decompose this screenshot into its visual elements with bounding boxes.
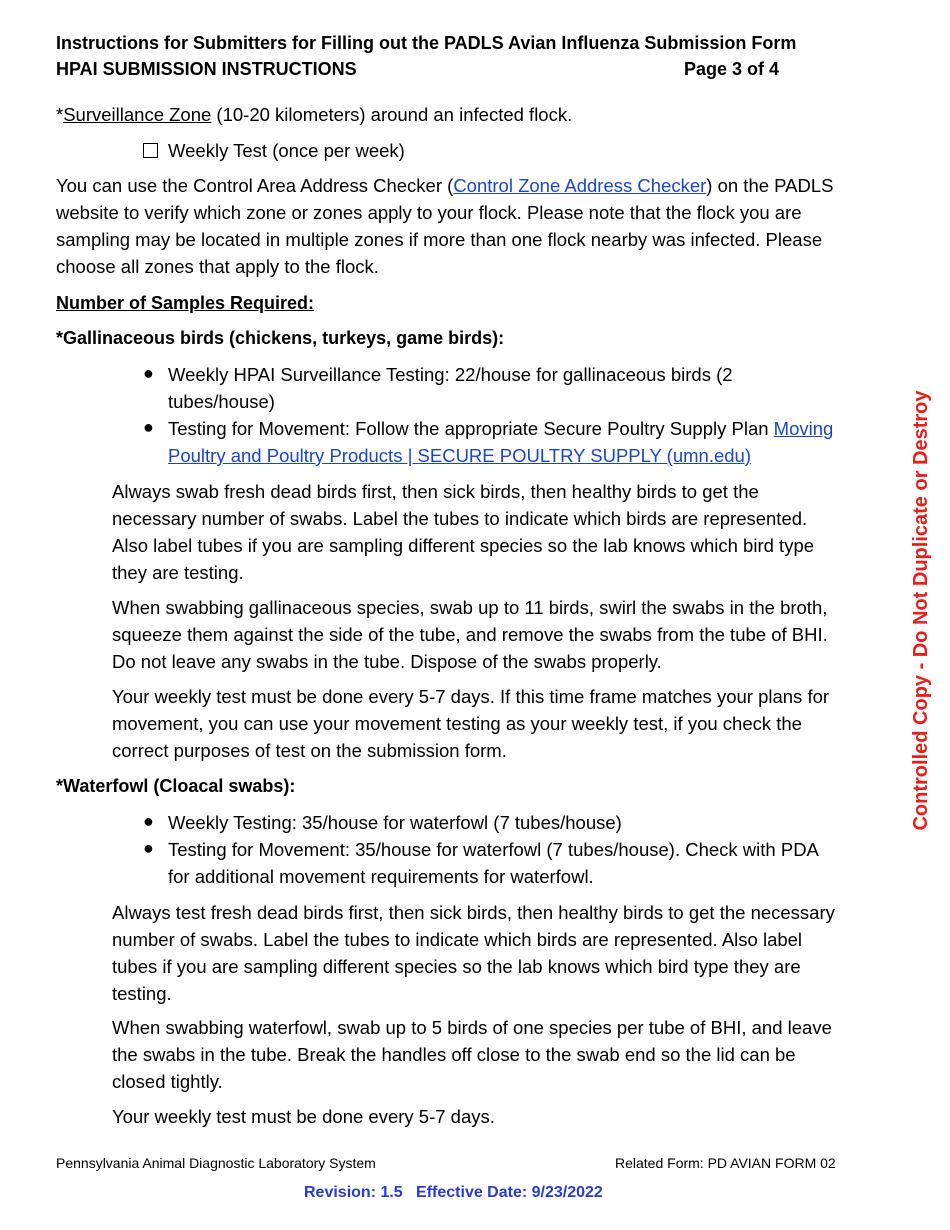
gallinaceous-para-3-line-2: movement, you can use your movement testing as your weekly test, if you check the bbox=[112, 713, 802, 734]
waterfowl-bullet-2-line-1: Testing for Movement: 35/house for waterfowl (7 tubes/house). Check with PDA bbox=[168, 839, 819, 860]
weekly-test-option bbox=[143, 138, 405, 165]
checker-line-4: choose all zones that apply to the flock. bbox=[56, 256, 379, 277]
movement-text: Testing for Movement: Follow the appropriate Secure Poultry Supply Plan bbox=[168, 418, 774, 439]
bullet-icon: ● bbox=[143, 417, 154, 437]
bullet-icon: ● bbox=[143, 363, 154, 383]
asterisk: * bbox=[56, 104, 64, 125]
weekly-test-label: Weekly Test (once per week) bbox=[168, 140, 405, 161]
bullet-icon: ● bbox=[143, 811, 154, 831]
bullet-icon: ● bbox=[143, 838, 154, 858]
waterfowl-para-2-line-3: closed tightly. bbox=[112, 1071, 223, 1092]
gallinaceous-para-3-line-3: correct purposes of test on the submission form. bbox=[112, 740, 507, 761]
checkbox-icon bbox=[143, 143, 158, 158]
gallinaceous-bullet-1-line-1: Weekly HPAI Surveillance Testing: 22/house for gallinaceous birds (2 bbox=[168, 364, 733, 385]
waterfowl-para-2-line-1: When swabbing waterfowl, swab up to 5 birds of one species per tube of BHI, and leave bbox=[112, 1017, 832, 1038]
samples-heading: Number of Samples Required: bbox=[56, 293, 315, 313]
gallinaceous-para-2-line-2: squeeze them against the side of the tube, and remove the swabs from the tube of BHI. bbox=[112, 624, 828, 645]
section-title: HPAI SUBMISSION INSTRUCTIONS bbox=[56, 59, 357, 79]
checker-text-before: You can use the Control Area Address Checker ( bbox=[56, 175, 454, 196]
gallinaceous-bullet-2-line-2 bbox=[168, 443, 751, 470]
waterfowl-para-1-line-4: testing. bbox=[112, 983, 172, 1004]
waterfowl-para-1-line-3: tubes if you are sampling different species so the lab knows which bird type they are bbox=[112, 956, 801, 977]
document-title: Instructions for Submitters for Filling out the PADLS Avian Influenza Submission Form bbox=[56, 33, 797, 53]
gallinaceous-bullet-1-line-2: tubes/house) bbox=[168, 391, 275, 412]
waterfowl-bullet-1: Weekly Testing: 35/house for waterfowl (7 tubes/house) bbox=[168, 812, 622, 833]
waterfowl-para-1-line-1: Always test fresh dead birds first, then sick birds, then healthy birds to get the necessary bbox=[112, 902, 835, 923]
surveillance-zone-line bbox=[56, 102, 572, 129]
waterfowl-para-2-line-2: the swabs in the tube. Break the handles off close to the swab end so the lid can be bbox=[112, 1044, 796, 1065]
footer-revision: Revision: 1.5 Effective Date: 9/23/2022 bbox=[304, 1184, 603, 1201]
gallinaceous-para-2-line-3: Do not leave any swabs in the tube. Dispose of the swabs properly. bbox=[112, 651, 662, 672]
surveillance-zone-label: Surveillance Zone bbox=[63, 104, 212, 125]
checker-line-2: website to verify which zone or zones apply to your flock. Please note that the flock you are bbox=[56, 202, 802, 223]
waterfowl-heading: *Waterfowl (Cloacal swabs): bbox=[56, 776, 296, 796]
gallinaceous-para-2-line-1: When swabbing gallinaceous species, swab up to 11 birds, swirl the swabs in the broth, bbox=[112, 597, 828, 618]
waterfowl-para-3: Your weekly test must be done every 5-7 days. bbox=[112, 1106, 495, 1127]
gallinaceous-para-1-line-3: Also label tubes if you are sampling different species so the lab knows which bird type bbox=[112, 535, 815, 556]
checker-line-3: sampling may be located in multiple zones if more than one flock nearby was infected. Please bbox=[56, 229, 823, 250]
gallinaceous-para-1-line-2: necessary number of swabs. Label the tubes to indicate which birds are represented. bbox=[112, 508, 808, 529]
gallinaceous-heading: *Gallinaceous birds (chickens, turkeys, game birds): bbox=[56, 328, 505, 348]
gallinaceous-bullet-2-line-1 bbox=[168, 416, 833, 443]
waterfowl-para-1-line-2: number of swabs. Label the tubes to indicate which birds are represented. Also label bbox=[112, 929, 803, 950]
moving-poultry-link[interactable]: Moving bbox=[773, 418, 834, 439]
gallinaceous-para-1-line-4: they are testing. bbox=[112, 562, 244, 583]
waterfowl-bullet-2-line-2: for additional movement requirements for waterfowl. bbox=[168, 866, 594, 887]
page-number: Page 3 of 4 bbox=[684, 59, 780, 79]
checker-text-after: ) on the PADLS bbox=[706, 175, 834, 196]
footer-related-form: Related Form: PD AVIAN FORM 02 bbox=[615, 1155, 836, 1171]
controlled-copy-watermark: Controlled Copy - Do Not Duplicate or Destroy bbox=[910, 390, 932, 831]
control-zone-checker-link[interactable]: Control Zone Address Checker bbox=[453, 175, 707, 196]
checker-line-1 bbox=[56, 173, 833, 200]
secure-poultry-supply-link[interactable]: Poultry and Poultry Products | SECURE POULTRY SUPPLY (umn.edu) bbox=[168, 445, 752, 466]
surveillance-zone-text: (10-20 kilometers) around an infected flock. bbox=[211, 104, 573, 125]
footer-organization: Pennsylvania Animal Diagnostic Laboratory System bbox=[56, 1155, 376, 1171]
gallinaceous-para-1-line-1: Always swab fresh dead birds first, then sick birds, then healthy birds to get the bbox=[112, 481, 759, 502]
gallinaceous-para-3-line-1: Your weekly test must be done every 5-7 days. If this time frame matches your plans for bbox=[112, 686, 830, 707]
